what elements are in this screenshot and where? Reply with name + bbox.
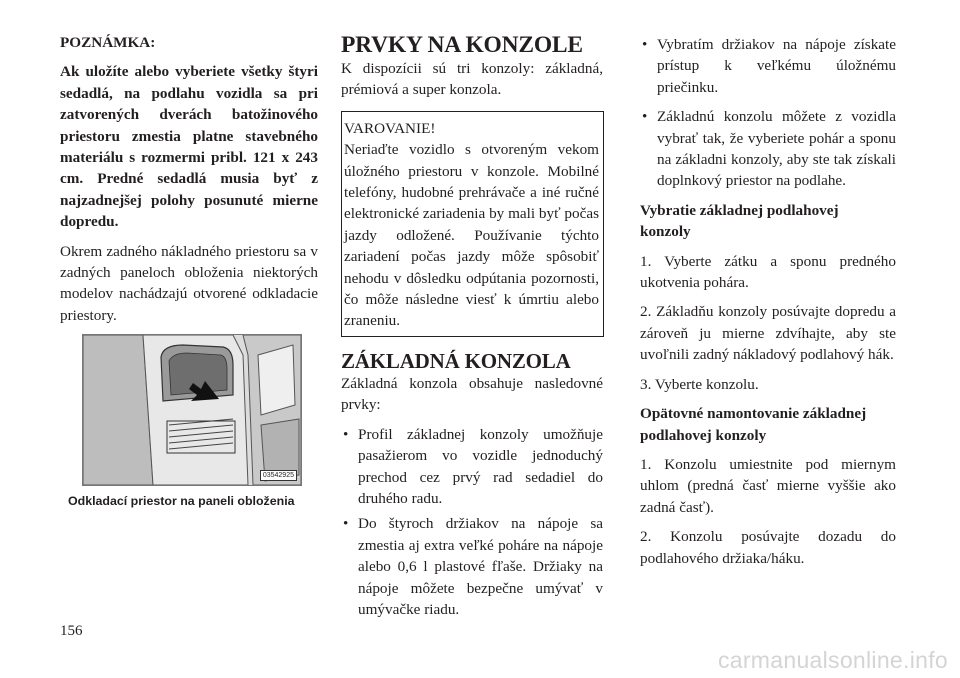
list-item: • Do štyroch držiakov na nápoje sa zmestia aj extra veľké poháre na nápoje alebo 0,6 l plastové fľaše. Držiaky na nápoje môžete bezpečne umývať v umývačke riadu. [343, 515, 603, 618]
subsection-heading: ZÁKLADNÁ KONZOLA [341, 348, 571, 373]
watermark: carmanualsonline.info [717, 647, 948, 673]
figure-storage-panel [82, 334, 302, 486]
step: 1. Vyberte zátku a sponu predného ukotvenia pohára. [640, 252, 896, 292]
warning-title: VAROVANIE! [344, 119, 436, 137]
paragraph: Okrem zadného nákladného priestoru sa v zadných paneloch obloženia niektorých modelov nachádzajú otvorené odkladacie priestory. [60, 242, 318, 324]
procedure-title-reinstall: Opätovné namontovanie základnej podlahovej konzoly [640, 405, 867, 444]
step: 2. Základňu konzoly posúvajte dopredu a zároveň ju mierne zdvíhajte, aby ste uvoľnili zadný nákladový podlahový hák. [640, 303, 896, 364]
bullet-icon: • [642, 36, 648, 53]
bullet-icon: • [642, 108, 648, 126]
list-item: • Profil základnej konzoly umožňuje pasažierom vo vozidle jednoduchý prechod cez prvý rad sedadiel do druhého radu. [343, 425, 603, 507]
middle-column [341, 32, 603, 624]
list-item: • Základnú konzolu môžete z vozidla vybrať tak, že vyberiete pohár a sponu na základni konzoly, aby ste tak získali doplnkový priestor na podlahe. [642, 108, 896, 190]
feature-list [341, 424, 603, 621]
note-label: POZNÁMKA: [60, 34, 156, 51]
warning-text: Neriaďte vozidlo s otvoreným vekom úložného priestoru v konzole. Mobilné telefóny, hudobné prehrávače a iné ručné elektronické zariadenia by mali byť počas jazdy odložené. Používanie týchto zariadení počas jazdy môže spôsobiť nehodu v dôsledku odpútania pozornosti, čo môže následne viesť k úmrtiu alebo zraneniu. [344, 141, 599, 330]
step: 3. Vyberte konzolu. [640, 375, 759, 393]
trim-panel-illustration [83, 335, 301, 485]
step: 1. Konzolu umiestnite pod miernym uhlom (predná časť mierne vyššie ako zadná časť). [640, 455, 896, 516]
list-item: • Vybratím držiakov na nápoje získate prístup k veľkému úložnému priečinku. [642, 36, 896, 96]
bullet-icon: • [343, 425, 349, 443]
feature-list-continued [640, 34, 896, 192]
warning-box [341, 111, 604, 337]
section-heading: PRVKY NA KONZOLE [341, 32, 583, 58]
procedure-title-removal: Vybratie základnej podlahovej konzoly [640, 201, 839, 241]
intro-paragraph: K dispozícii sú tri konzoly: základná, prémiová a super konzola. [341, 60, 603, 99]
intro-paragraph-2: Základná konzola obsahuje nasledovné prvky: [341, 374, 603, 414]
left-column [60, 32, 318, 513]
step: 2. Konzolu posúvajte dozadu do podlahového držiaka/háku. [640, 528, 896, 567]
figure-code: 03542925 [260, 470, 297, 481]
figure-caption: Odkladací priestor na paneli obloženia [68, 494, 295, 509]
note-body: Ak uložíte alebo vyberiete všetky štyri sedadlá, na podlahu vozidla sa pri zatvorených dverách batožinového priestoru zmestia platne stavebného materiálu s rozmermi pribl. 121 x 243 cm. Predné sedadlá musia byť z najzadnejšej polohy posunuté mierne dopredu. [60, 63, 318, 231]
right-column [640, 34, 896, 577]
bullet-icon: • [343, 515, 349, 533]
page-number: 156 [60, 623, 83, 639]
